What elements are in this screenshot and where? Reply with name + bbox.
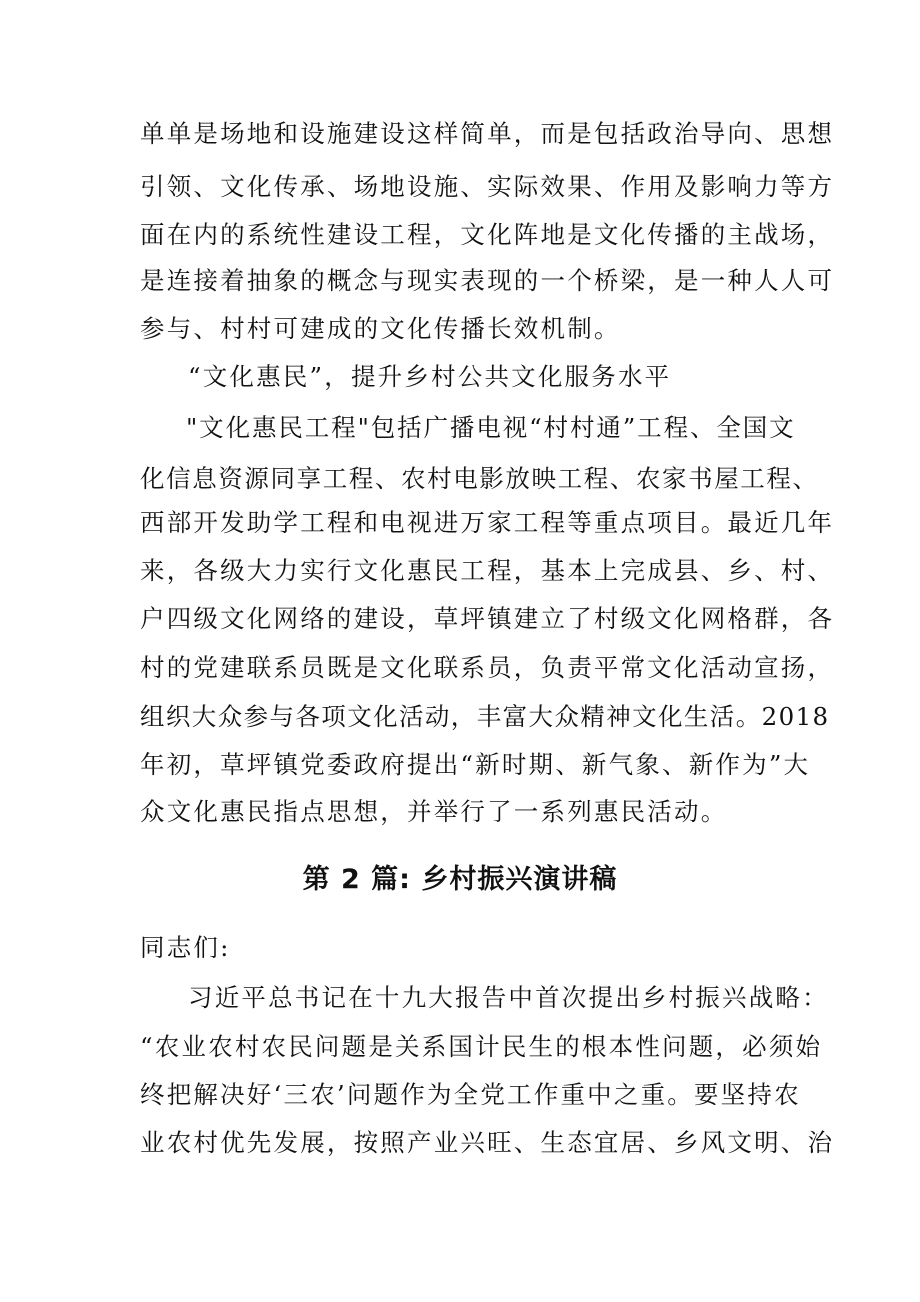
paragraph-line: 是连接着抽象的概念与现实表现的一个桥梁，是一种人人可	[140, 266, 835, 295]
paragraph-line: 面在内的系统性建设工程，文化阵地是文化传播的主战场，	[140, 220, 835, 249]
paragraph-line: 户四级文化网络的建设，草坪镇建立了村级文化网格群，各	[140, 604, 835, 633]
paragraph-line: 众文化惠民指点思想，并举行了一系列惠民活动。	[140, 797, 728, 826]
paragraph-line: "文化惠民工程"包括广播电视“村村通”工程、全国文	[186, 413, 796, 442]
paragraph-line: 化信息资源同享工程、农村电影放映工程、农家书屋工程、	[140, 464, 819, 493]
paragraph-line: 业农村优先发展，按照产业兴旺、生态宜居、乡风文明、治	[140, 1128, 835, 1157]
paragraph-line: 终把解决好‘三农’问题作为全党工作重中之重。要坚持农	[140, 1080, 801, 1109]
paragraph-line: 单单是场地和设施建设这样简单，而是包括政治导向、思想	[140, 119, 835, 148]
paragraph-line: 村的党建联系员既是文化联系员，负责平常文化活动宣扬，	[140, 653, 835, 682]
salutation: 同志们:	[140, 933, 231, 962]
paragraph-line: 习近平总书记在十九大报告中首次提出乡村振兴战略：	[188, 983, 829, 1012]
paragraph-line: 参与、村村可建成的文化传播长效机制。	[140, 314, 621, 343]
paragraph-line: 西部开发助学工程和电视进万家工程等重点项目。最近几年	[140, 508, 835, 537]
paragraph-line: 来，各级大力实行文化惠民工程，基本上完成县、乡、村、	[140, 556, 835, 585]
paragraph-line: 组织大众参与各项文化活动，丰富大众精神文化生活。2018	[140, 702, 830, 731]
paragraph-line: “农业农村农民问题是关系国计民生的根本性问题，必须始	[140, 1032, 823, 1061]
section-title: 第 2 篇: 乡村振兴演讲稿	[302, 864, 618, 895]
paragraph-line: 年初，草坪镇党委政府提出“新时期、新气象、新作为”大	[140, 750, 811, 779]
subheading: “文化惠民”，提升乡村公共文化服务水平	[188, 362, 672, 391]
paragraph-line: 引领、文化传承、场地设施、实际效果、作用及影响力等方	[140, 172, 835, 201]
